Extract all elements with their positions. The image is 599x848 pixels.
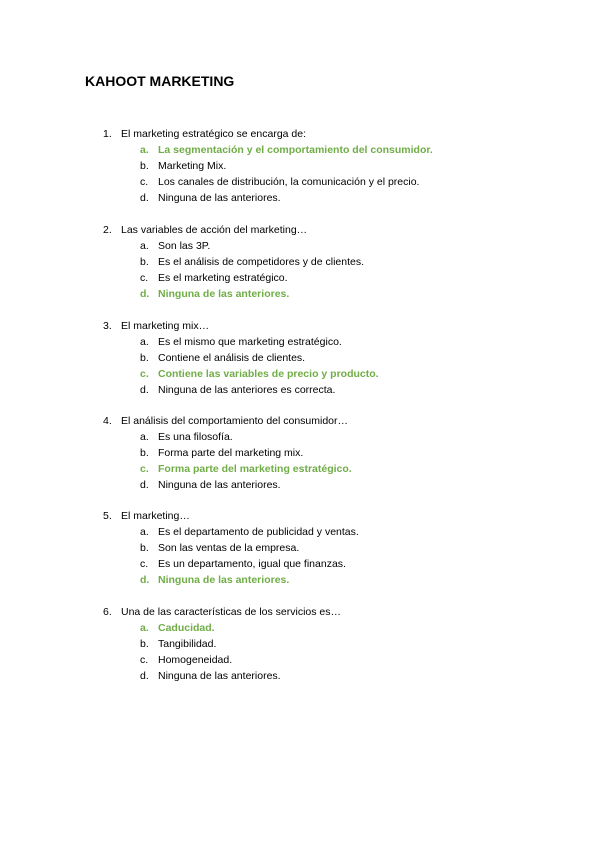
option-text: Es el marketing estratégico. <box>158 272 288 284</box>
question-text: El marketing estratégico se encarga de: <box>121 128 307 140</box>
option-c: c. Es un departamento, igual que finanzas. <box>140 558 346 570</box>
option-text: Es el departamento de publicidad y ventas. <box>158 526 359 538</box>
option-d: d. Ninguna de las anteriores. <box>140 574 290 586</box>
question-number: 5. <box>103 510 112 522</box>
option-a: a. Es el mismo que marketing estratégico. <box>140 336 342 348</box>
question-number: 1. <box>103 128 112 140</box>
option-b: b. Contiene el análisis de clientes. <box>140 352 306 364</box>
option-text: Es una filosofía. <box>158 431 233 443</box>
option-a: a. La segmentación y el comportamiento del consumidor. <box>140 144 433 156</box>
option-text: Ninguna de las anteriores. <box>158 479 281 491</box>
option-a: a. Caducidad. <box>140 622 215 634</box>
option-a: a. Es una filosofía. <box>140 431 233 443</box>
option-d: d. Ninguna de las anteriores. <box>140 288 290 300</box>
option-text: La segmentación y el comportamiento del consumidor. <box>158 144 433 156</box>
option-text: Es el análisis de competidores y de clientes. <box>158 256 365 268</box>
question-number: 4. <box>103 415 112 427</box>
option-d: d. Ninguna de las anteriores es correcta. <box>140 384 336 396</box>
option-text: Ninguna de las anteriores. <box>158 288 290 300</box>
option-b: b. Marketing Mix. <box>140 160 227 172</box>
option-b: b. Forma parte del marketing mix. <box>140 447 304 459</box>
option-c: c. Homogeneidad. <box>140 654 233 666</box>
option-text: Forma parte del marketing estratégico. <box>158 463 352 475</box>
question-number: 6. <box>103 606 112 618</box>
option-a: a. Son las 3P. <box>140 240 211 252</box>
option-text: Ninguna de las anteriores es correcta. <box>158 384 336 396</box>
option-text: Homogeneidad. <box>158 654 233 666</box>
option-text: Contiene el análisis de clientes. <box>158 352 306 364</box>
option-d: d. Ninguna de las anteriores. <box>140 192 281 204</box>
option-c: c. Forma parte del marketing estratégico. <box>140 463 352 475</box>
question-text: El análisis del comportamiento del consumidor… <box>121 415 349 427</box>
option-b: b. Tangibilidad. <box>140 638 217 650</box>
option-text: Es un departamento, igual que finanzas. <box>158 558 346 570</box>
question-text: El marketing… <box>121 510 190 522</box>
option-text: Marketing Mix. <box>158 160 227 172</box>
option-c: c. Es el marketing estratégico. <box>140 272 288 284</box>
option-b: b. Son las ventas de la empresa. <box>140 542 300 554</box>
option-text: Es el mismo que marketing estratégico. <box>158 336 342 348</box>
question-number: 2. <box>103 224 112 236</box>
option-c: c. Los canales de distribución, la comunicación y el precio. <box>140 176 420 188</box>
option-text: Tangibilidad. <box>158 638 217 650</box>
option-text: Ninguna de las anteriores. <box>158 192 281 204</box>
question-text: Las variables de acción del marketing… <box>121 224 308 236</box>
option-text: Los canales de distribución, la comunicación y el precio. <box>158 176 420 188</box>
question-number: 3. <box>103 320 112 332</box>
option-d: d. Ninguna de las anteriores. <box>140 670 281 682</box>
option-c: c. Contiene las variables de precio y producto. <box>140 368 379 380</box>
page-title: KAHOOT MARKETING <box>85 73 235 89</box>
option-text: Forma parte del marketing mix. <box>158 447 304 459</box>
question-text: El marketing mix… <box>121 320 210 332</box>
option-d: d. Ninguna de las anteriores. <box>140 479 281 491</box>
option-text: Ninguna de las anteriores. <box>158 574 290 586</box>
option-a: a. Es el departamento de publicidad y ventas. <box>140 526 359 538</box>
option-text: Contiene las variables de precio y producto. <box>158 368 379 380</box>
option-text: Son las 3P. <box>158 240 211 252</box>
question-text: Una de las características de los servicios es… <box>121 606 342 618</box>
option-text: Son las ventas de la empresa. <box>158 542 300 554</box>
option-text: Caducidad. <box>158 622 215 634</box>
option-b: b. Es el análisis de competidores y de clientes. <box>140 256 365 268</box>
option-text: Ninguna de las anteriores. <box>158 670 281 682</box>
